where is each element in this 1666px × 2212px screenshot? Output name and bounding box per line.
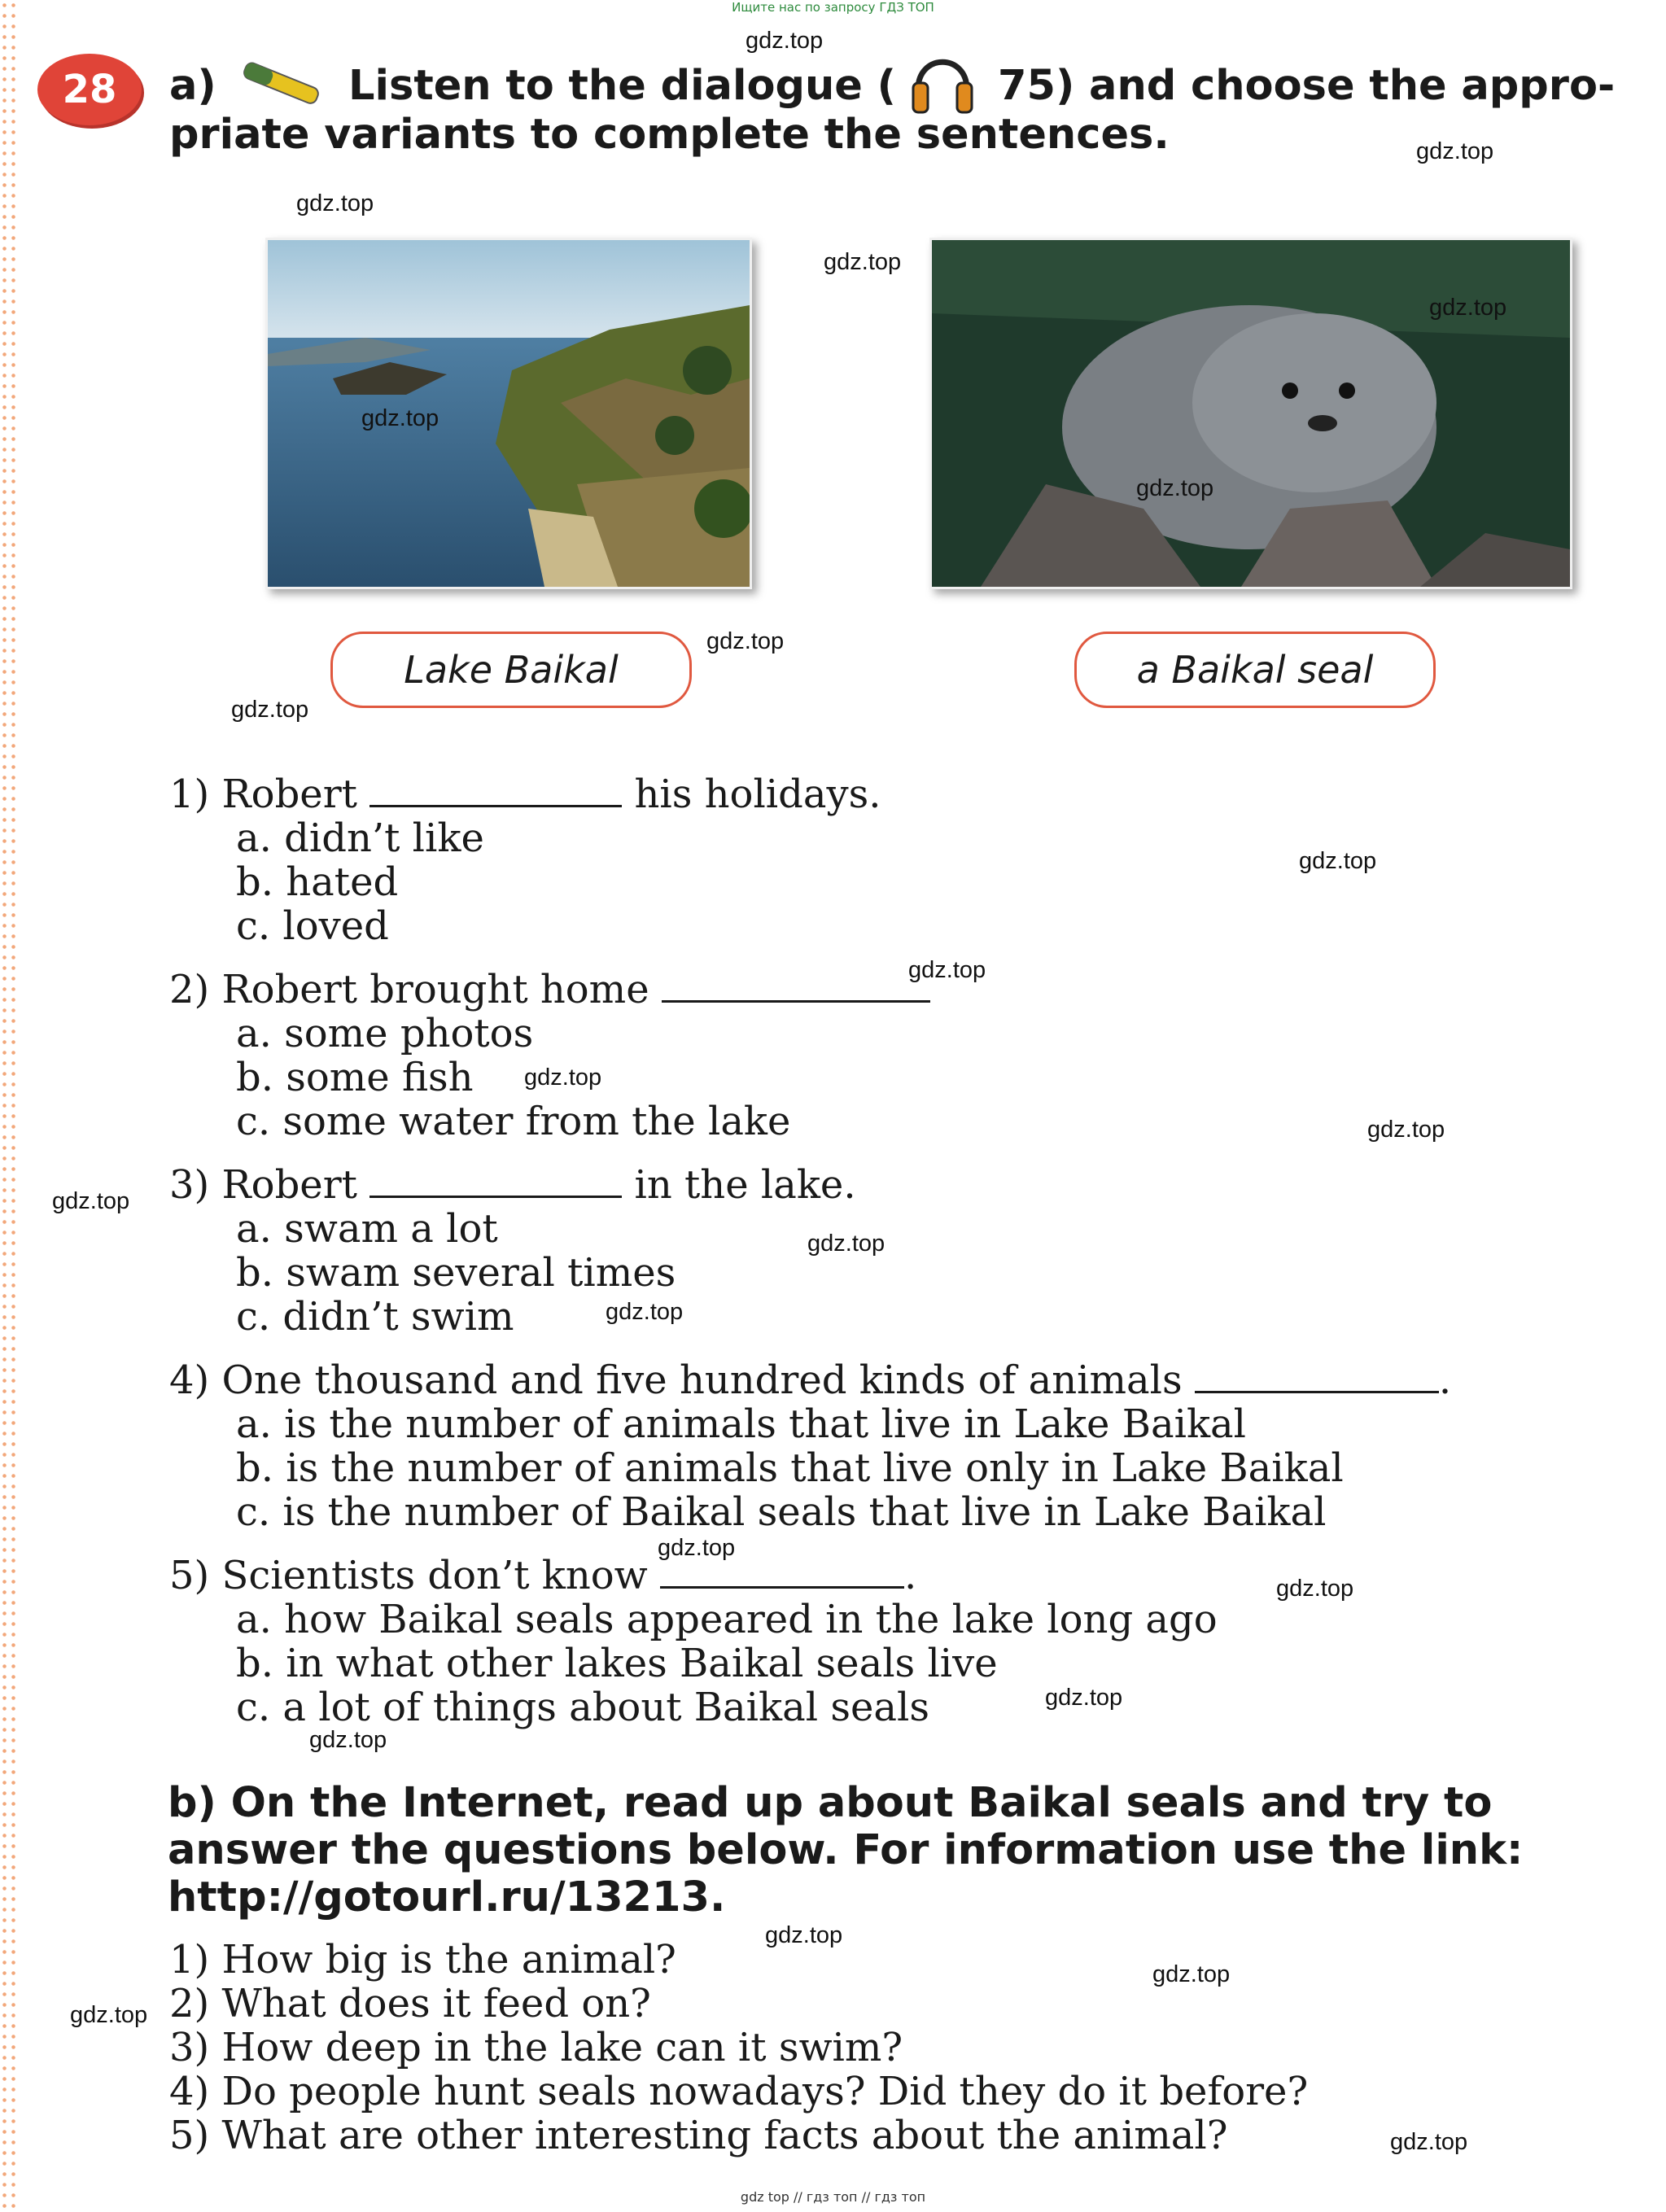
lake-baikal-caption: Lake Baikal [330,632,692,708]
top-watermark: Ищите нас по запросу ГДЗ ТОП [732,0,934,15]
part-b-question-3: 3) How deep in the lake can it swim? [169,2025,903,2070]
option-c: c. some water from the lake [236,1099,791,1144]
option-a: a. didn’t like [236,815,484,861]
option-b: b. some fish [236,1055,474,1100]
part-a-heading-line1: Listen to the dialogue ( [348,62,896,110]
part-b-question-1: 1) How big is the animal? [169,1937,676,1982]
option-a: a. how Baikal seals appeared in the lake long ago [236,1597,1218,1642]
part-b-question-2: 2) What does it feed on? [169,1981,651,2026]
part-a-label: a) [169,62,216,110]
page-border-dots [0,0,18,2212]
lake-baikal-photo [265,238,752,589]
site-watermark: gdz.top [1390,2129,1468,2155]
question-number: 4) [169,1357,210,1403]
option-b: b. is the number of animals that live only in Lake Baikal [236,1445,1344,1491]
site-watermark: gdz.top [908,957,986,983]
site-watermark: gdz.top [1136,475,1214,501]
part-b-question-5: 5) What are other interesting facts about the animal? [169,2113,1228,2158]
site-watermark: gdz.top [606,1299,684,1325]
question-number: 1) [169,772,210,817]
baikal-seal-photo [929,238,1572,589]
site-watermark: gdz.top [1429,295,1507,321]
site-watermark: gdz.top [309,1727,387,1753]
site-watermark: gdz.top [807,1231,885,1257]
question-stem-before: Scientists don’t know [221,1553,648,1598]
part-a-track-number: 75) and choose the appro- [998,62,1616,110]
part-b-question-4: 4) Do people hunt seals nowadays? Did they do it before? [169,2069,1309,2114]
site-watermark: gdz.top [765,1922,843,1948]
answer-blank[interactable] [369,1163,622,1198]
question-stem-after: . [904,1553,917,1598]
part-b-line1: b) On the Internet, read up about Baikal seals and try to [168,1779,1493,1827]
site-watermark: gdz.top [231,697,309,723]
site-watermark: gdz.top [706,628,785,654]
site-watermark: gdz.top [1367,1117,1445,1143]
baikal-seal-caption: a Baikal seal [1074,632,1436,708]
option-b: b. swam several times [236,1250,676,1296]
question-number: 5) [169,1553,210,1598]
option-c: c. is the number of Baikal seals that live in Lake Baikal [236,1489,1327,1535]
site-watermark: gdz.top [658,1535,736,1561]
option-c: c. loved [236,903,389,949]
option-a: a. swam a lot [236,1206,498,1252]
part-a-heading-line2: priate variants to complete the sentences. [169,111,1170,159]
task-number-badge: 28 [37,54,142,125]
headphones-icon [910,41,975,116]
question-stem-before: One thousand and five hundred kinds of animals [221,1357,1183,1403]
site-watermark: gdz.top [361,405,439,431]
question-stem-before: Robert [221,1162,357,1208]
site-watermark: gdz.top [824,249,902,275]
question-stem-after: . [1438,1357,1452,1403]
option-a: a. some photos [236,1011,534,1056]
question-stem-before: Robert brought home [221,967,649,1012]
question-stem-before: Robert [221,772,357,817]
site-watermark: gdz.top [70,2002,148,2028]
answer-blank[interactable] [369,772,622,807]
site-watermark: gdz.top [1276,1576,1354,1602]
site-watermark: gdz.top [1416,138,1494,164]
site-watermark: gdz.top [296,190,374,216]
site-watermark: gdz.top [1152,1961,1231,1987]
option-c: c. a lot of things about Baikal seals [236,1685,929,1730]
site-watermark: gdz.top [746,28,824,54]
site-watermark: gdz.top [1045,1685,1123,1711]
bottom-watermark: gdz top // гдз топ // гдз топ [740,2189,926,2205]
part-b-link[interactable]: http://gotourl.ru/13213. [168,1873,726,1921]
option-b: b. hated [236,859,399,905]
answer-blank[interactable] [1195,1358,1439,1393]
question-stem-after: in the lake. [634,1162,856,1208]
option-b: b. in what other lakes Baikal seals live [236,1641,998,1686]
answer-blank[interactable] [662,968,930,1003]
part-b-line2: answer the questions below. For information use the link: [168,1826,1524,1874]
site-watermark: gdz.top [524,1064,602,1091]
question-stem-after: his holidays. [634,772,881,817]
question-number: 3) [169,1162,210,1208]
audio-pen-icon [236,57,326,114]
question-number: 2) [169,967,210,1012]
option-a: a. is the number of animals that live in Lake Baikal [236,1401,1247,1447]
option-c: c. didn’t swim [236,1294,514,1340]
site-watermark: gdz.top [52,1188,130,1214]
site-watermark: gdz.top [1299,848,1377,874]
